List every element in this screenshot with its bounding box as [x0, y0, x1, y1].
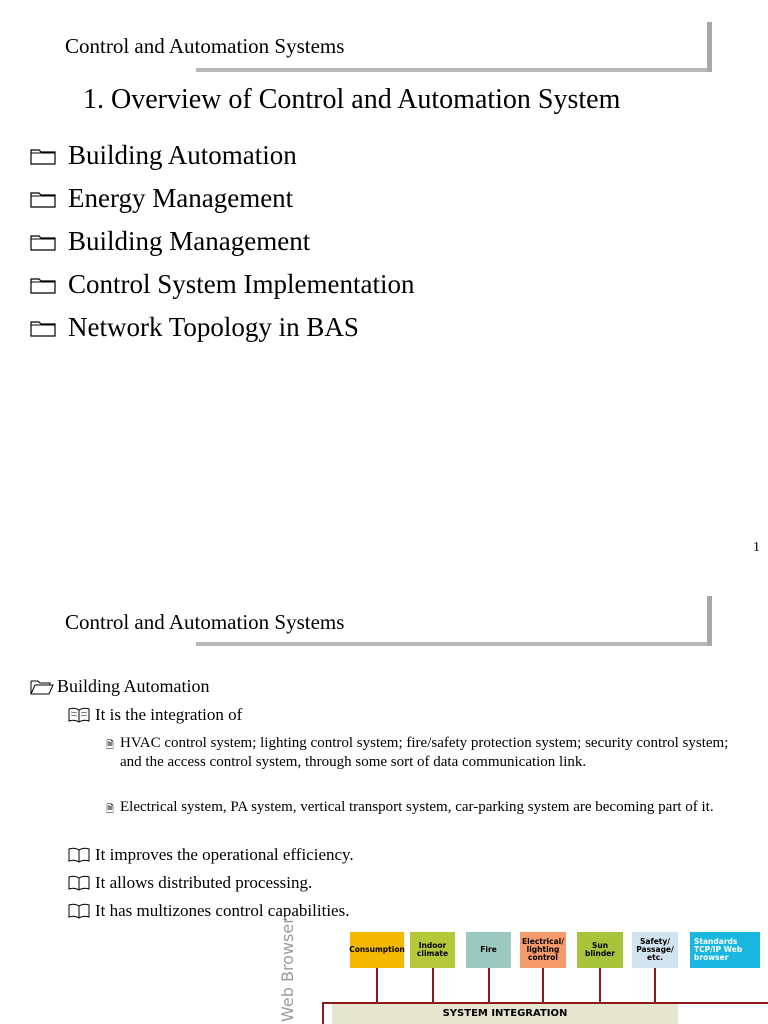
header-bar: [707, 596, 712, 646]
topic-item: [30, 177, 414, 220]
topic-item: [30, 134, 414, 177]
system-integration-bar: SYSTEM INTEGRATION: [332, 1004, 678, 1024]
box-label: Indoor climate: [416, 941, 449, 958]
document-bullet-icon: 🗎: [106, 804, 115, 815]
topic-label: Control System Implementation: [68, 269, 415, 299]
point-item: [68, 873, 312, 893]
connector-line: [432, 968, 434, 1004]
topic-label: Network Topology in BAS: [68, 312, 359, 342]
folder-icon: [30, 190, 56, 208]
diagram-box-safety-passage: [632, 932, 678, 968]
folder-icon: [30, 233, 56, 251]
box-label: Standards TCP/IP Web browser: [694, 937, 743, 962]
box-label: Sun blinder: [584, 941, 615, 958]
web-browser-label: Web Browser: [278, 917, 297, 1022]
sub-point-item: [106, 734, 736, 772]
box-label: Fire: [480, 945, 497, 954]
connector-line: [654, 968, 656, 1004]
connector-line: [542, 968, 544, 1004]
book-icon: [68, 903, 90, 919]
point-label: It allows distributed processing.: [95, 873, 313, 892]
header-bar: [707, 22, 712, 72]
folder-icon: [30, 319, 56, 337]
folder-icon: [30, 276, 56, 294]
main-heading: 1. Overview of Control and Automation System: [83, 84, 621, 115]
point-label: It has multizones control capabilities.: [95, 901, 350, 920]
topic-list: [30, 134, 414, 349]
open-folder-icon: [30, 679, 54, 695]
document-bullet-icon: 🗎: [106, 740, 115, 751]
slide-2: [0, 580, 768, 1024]
header-rule: [196, 68, 710, 72]
topic-item: [30, 306, 414, 349]
sub-point-item: [106, 798, 736, 819]
sub-point-text: Electrical system, PA system, vertical transport system, car-parking system are becoming part of it.: [120, 799, 714, 815]
connector-line: [488, 968, 490, 1004]
book-icon: [68, 875, 90, 891]
book-icon: [68, 847, 90, 863]
box-label: Electrical/ lighting control: [522, 937, 564, 962]
point-item: [68, 705, 242, 725]
connector-line: [376, 968, 378, 1004]
header-rule: [196, 642, 710, 646]
diagram-box-indoor-climate: [410, 932, 455, 968]
section-label: Building Automation: [57, 676, 210, 696]
book-icon: [68, 707, 90, 723]
diagram-box-sun-blinder: [577, 932, 623, 968]
sub-point-text: HVAC control system; lighting control system; fire/safety protection system; security control system; and the access control system, through some sort of data communication link.: [120, 735, 729, 770]
diagram-box-consumption: [350, 932, 404, 968]
system-integration-diagram: [270, 917, 768, 1024]
topic-label: Energy Management: [68, 183, 294, 213]
box-label: Safety/ Passage/ etc.: [636, 937, 674, 962]
topic-label: Building Automation: [68, 140, 297, 170]
connector-line: [322, 1002, 324, 1024]
page-number: 1: [753, 540, 760, 555]
point-item: [68, 901, 349, 921]
point-label: It improves the operational efficiency.: [95, 845, 354, 864]
topic-item: [30, 220, 414, 263]
folder-icon: [30, 147, 56, 165]
slide-header-title: Control and Automation Systems: [65, 610, 345, 634]
diagram-box-standards: [690, 932, 760, 968]
box-label: Consumption: [349, 945, 405, 954]
connector-line: [599, 968, 601, 1004]
diagram-box-electrical-lighting: [520, 932, 566, 968]
slide-header-title: Control and Automation Systems: [65, 34, 345, 58]
section-heading: [30, 676, 210, 697]
topic-label: Building Management: [68, 226, 311, 256]
diagram-box-fire: [466, 932, 511, 968]
point-item: [68, 845, 354, 865]
topic-item: [30, 263, 414, 306]
point-label: It is the integration of: [95, 705, 243, 724]
